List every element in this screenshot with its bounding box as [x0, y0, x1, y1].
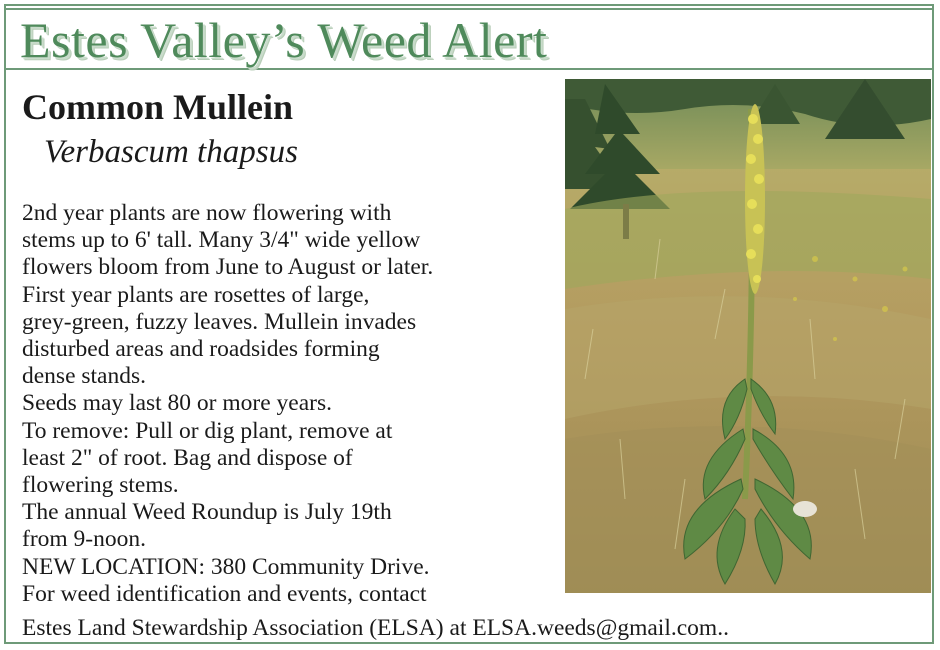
body-line: 2nd year plants are now flowering with	[22, 200, 392, 226]
body-line: stems up to 6' tall. Many 3/4" wide yellow	[22, 227, 421, 254]
body-line: least 2" of root. Bag and dispose of	[22, 444, 353, 471]
body-line: NEW LOCATION: 380 Community Drive.	[22, 553, 430, 580]
header-band	[6, 6, 932, 70]
plant-common-name: Common Mullein	[22, 87, 294, 127]
body-line: disturbed areas and roadsides forming	[22, 336, 380, 363]
body-line: from 9-noon.	[22, 526, 147, 553]
body-line: grey-green, fuzzy leaves. Mullein invades	[22, 308, 417, 335]
body-line: To remove: Pull or dig plant, remove at	[22, 417, 393, 444]
body-line: For weed identification and events, contact	[22, 580, 427, 607]
article-body	[22, 200, 562, 608]
body-line: flowering stems.	[22, 472, 179, 499]
body-line: The annual Weed Roundup is July 19th	[22, 499, 392, 526]
mullein-photo	[565, 79, 931, 593]
body-line: flowers bloom from June to August or later.	[22, 254, 434, 281]
page-title: Estes Valley’s Weed Alert	[20, 12, 548, 68]
contact-line: Estes Land Stewardship Association (ELSA) at ELSA.weeds@gmail.com..	[22, 615, 729, 641]
body-line: Seeds may last 80 or more years.	[22, 390, 332, 417]
mullein-photo-illustration	[565, 79, 931, 593]
plant-scientific-name: Verbascum thapsus	[44, 134, 298, 170]
body-line: dense stands.	[22, 363, 147, 390]
body-line: First year plants are rosettes of large,	[22, 281, 370, 308]
